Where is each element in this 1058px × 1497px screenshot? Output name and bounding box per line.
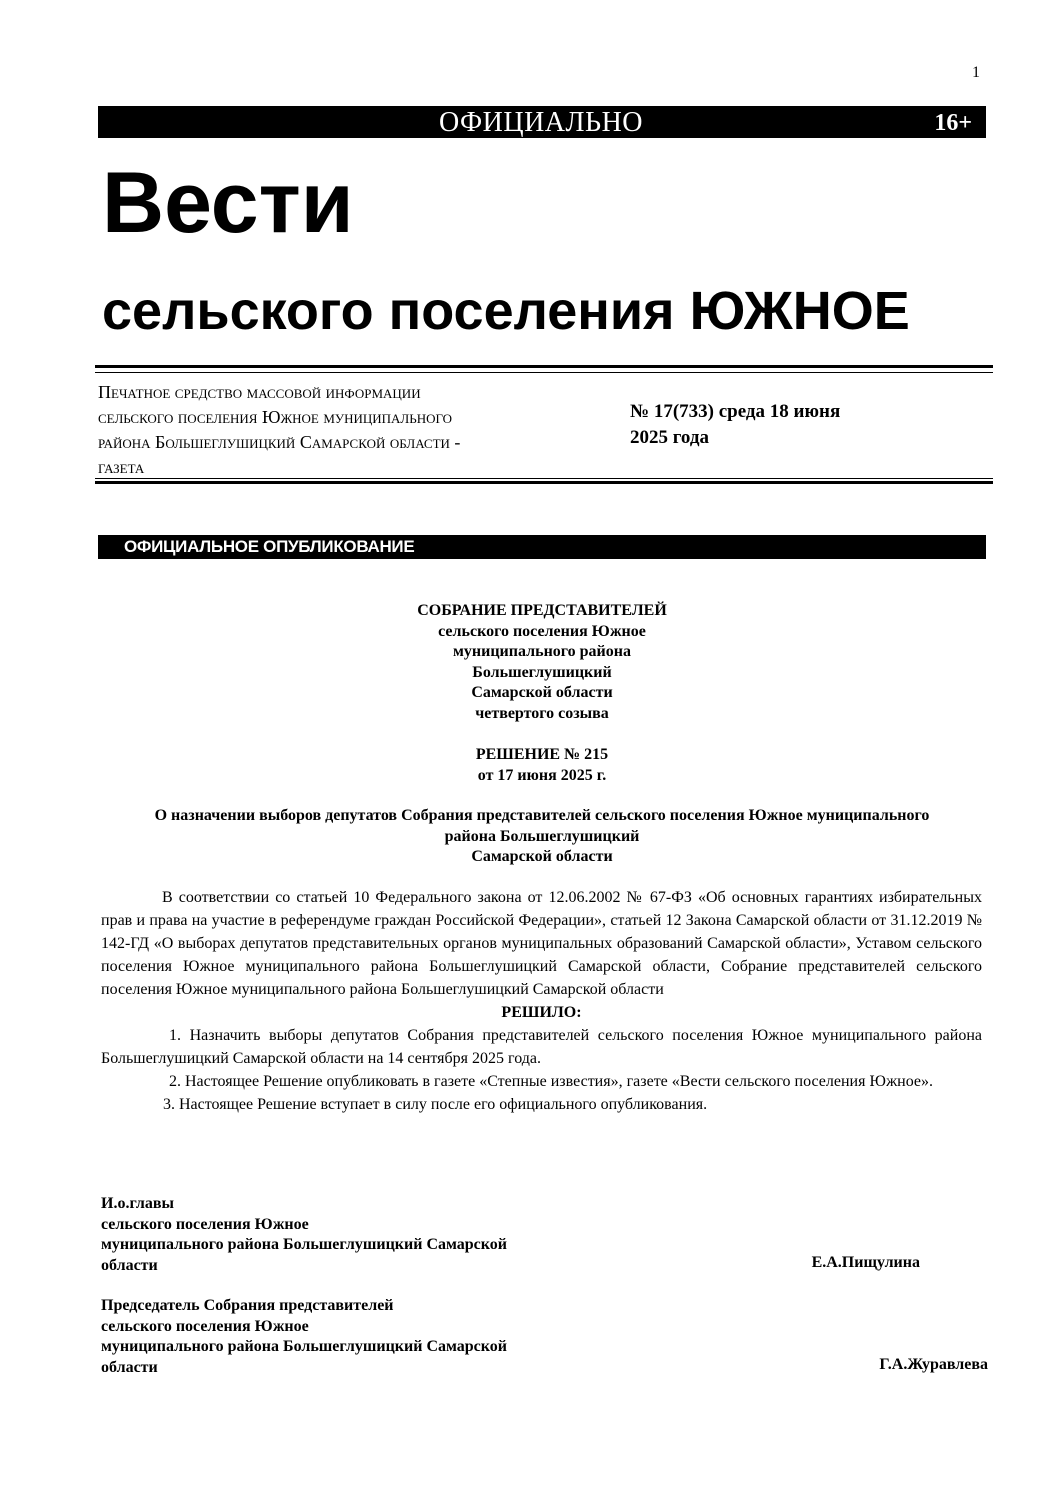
header-rule-top-thick <box>95 365 993 368</box>
signatory-title-line: Председатель Собрания представителей <box>101 1297 394 1314</box>
decision-body <box>101 886 982 1116</box>
masthead-subtitle: сельского поселения ЮЖНОЕ <box>102 281 910 341</box>
signatory-title-line: области <box>101 1256 158 1274</box>
signatory-name: Е.А.Пищулина <box>811 1254 920 1271</box>
official-banner <box>98 106 986 138</box>
decision-item: 2. Настоящее Решение опубликовать в газете «Степные известия», газете «Вести сельского поселения Южное». <box>169 1073 933 1090</box>
decision-item: 1. Назначить выборы депутатов Собрания представителей сельского поселения Южное муниципального района Большеглушицкий Самарской области на 14 сентября 2025 года. <box>101 1027 982 1067</box>
signatory-title <box>101 1194 571 1276</box>
resolved-heading: РЕШИЛО: <box>501 1004 582 1021</box>
header-rule-top-thin <box>95 372 993 373</box>
preamble-paragraph: В соответствии со статьей 10 Федерального закона от 12.06.2002 № 67-ФЗ «Об основных гарантиях избирательных прав и права на участие в референдуме граждан Российской Федерации», статьей 12 Закона Самарской области от 31.12.2019 № 142-ГД «О выборах депутатов представительных органов муниципальных образований Самарской области», Уставом сельского поселения Южное муниципального района Большеглушицкий Самарской области, Собрание представителей сельского поселения Южное муниципального района Большеглушицкий Самарской области <box>101 889 982 998</box>
issue-number-date: № 17(733) среда 18 июня <box>630 401 841 422</box>
signatory-title-line: сельского поселения Южное <box>101 1215 309 1233</box>
issuing-body-line: муниципального района <box>453 643 631 660</box>
age-rating-badge: 16+ <box>934 110 972 136</box>
header-rule-bottom-thick <box>95 481 993 484</box>
signatory-title <box>101 1296 571 1378</box>
decision-date: от 17 июня 2025 г. <box>477 766 607 784</box>
issuing-body-line: сельского поселения Южное <box>438 622 646 640</box>
issuing-body <box>98 601 986 724</box>
section-banner <box>98 535 986 559</box>
masthead-title: Вести <box>102 155 354 251</box>
issuing-body-line: четвертого созыва <box>475 704 609 722</box>
issuing-body-line: Большеглушицкий <box>472 663 612 681</box>
decision-subject-line: О назначении выборов депутатов Собрания представителей сельского поселения Южное муниципального <box>154 807 930 824</box>
signatory-title-line: И.о.главы <box>101 1195 175 1212</box>
decision-heading <box>98 745 986 786</box>
publisher-info-line: сельского поселения Южное муниципального <box>98 407 453 427</box>
signatory-title-line: муниципального района Большеглушицкий Самарской <box>101 1236 508 1253</box>
signatory-name: Г.А.Журавлева <box>879 1356 988 1373</box>
decision-subject-line: района Большеглушицкий <box>444 827 640 845</box>
issue-year: 2025 года <box>630 427 709 448</box>
publisher-info-line: газета <box>98 457 145 477</box>
issuing-body-line: СОБРАНИЕ ПРЕДСТАВИТЕЛЕЙ <box>417 602 667 619</box>
header-rule-bottom-thin <box>95 478 993 479</box>
signatory-title-line: муниципального района Большеглушицкий Самарской <box>101 1338 508 1355</box>
signatory-title-line: сельского поселения Южное <box>101 1317 309 1335</box>
issue-info <box>630 399 900 451</box>
issuing-body-line: Самарской области <box>471 684 613 701</box>
decision-item: 3. Настоящее Решение вступает в силу после его официального опубликования. <box>163 1096 708 1113</box>
publisher-info-line: Печатное средство массовой информации <box>98 382 421 402</box>
signatory-title-line: области <box>101 1358 158 1376</box>
decision-number: РЕШЕНИЕ № 215 <box>475 746 609 763</box>
page-number: 1 <box>972 64 980 81</box>
decision-subject <box>98 806 986 868</box>
section-banner-label: ОФИЦИАЛЬНОЕ ОПУБЛИКОВАНИЕ <box>124 537 415 556</box>
publisher-info <box>98 380 578 480</box>
official-banner-label: ОФИЦИАЛЬНО <box>438 107 644 138</box>
decision-subject-line: Самарской области <box>471 848 613 865</box>
publisher-info-line: района Большеглушицкий Самарской области - <box>98 432 461 452</box>
